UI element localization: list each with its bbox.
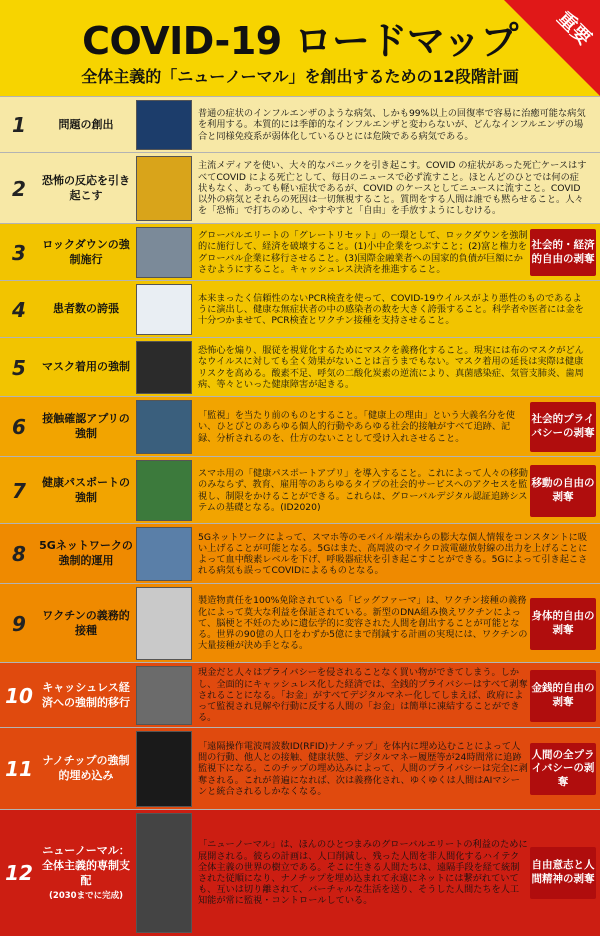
step-row	[0, 396, 600, 457]
step-description-text: 現金だと人々はプライバシーを侵されることなく買い物ができてしまう。しかし、全面的にキャッシュレス化した経済では、全銭的プライバシーはすべて剥奪されることになる。「お金」がすべてデジタルマネー化してしまえば、政府によって監視され見解や行動に反する人間の「お金」は簡単に凍結することができる。	[198, 667, 528, 724]
mask-image	[136, 341, 192, 394]
step-description-text: 本来まったく信頼性のないPCR検査を使って、COVID-19ウイルスがより悪性のものであるように演出し、健康な無症状者の中の感染者の数を大きく誇張すること。科学者や医者には金を十分つかませて、PCR検査とワクチン接種を支持させること。	[198, 292, 584, 327]
step-title-text: 健康パスポートの強制	[42, 475, 130, 504]
step-title-text: キャッシュレス経済への強制的移行	[42, 680, 130, 709]
step-description-text: 5Gネットワークによって、スマホ等のモバイル端末からの膨大な個人情報をコンスタントに吸い上げることが可能となる。5Gはまた、高周波のマイクロ波電磁放射線の出力を上げることによって血中酸素レベルを下げ、呼吸器症状を引き起こすことができる。5Gによって引き起こされる病気も誤ってCOVIDによるものとなる。	[198, 531, 588, 577]
step-number: 5	[12, 355, 26, 380]
step-title-text: 患者数の誇張	[53, 302, 119, 316]
eye-image	[136, 400, 192, 454]
step-title	[38, 97, 134, 153]
step-title-note: (2030までに完成)	[49, 890, 123, 901]
step-description	[198, 224, 528, 281]
vaccine-image	[136, 587, 192, 660]
xray-image	[136, 731, 192, 807]
step-row	[0, 337, 600, 397]
step-description-text: スマホ用の「健康パスポートアプリ」を導入すること。これによって人々の移動のみならず、教育、雇用等のあらゆるタイプの社会的サービスへのアクセスを監視し、制限をかけることができる。これらは、グローバルデジタル認証追跡システムの基礎となる。(ID2020)	[198, 468, 528, 513]
step-consequence-tag: 社会的プライバシーの剥奪	[530, 402, 596, 452]
step-title	[38, 728, 134, 810]
step-title	[38, 810, 134, 936]
step-title-text: マスク着用の強制	[42, 360, 130, 374]
step-title	[38, 584, 134, 663]
step-description	[198, 457, 528, 524]
step-description-text: 「監視」を当たり前のものとすること。「健康上の理由」という大義名分を使い、ひとびとのあらゆる個人的行動やあらゆる社会的接触がすべて追跡、記録、分析されるのを、仕方のないことして受け入れさせること。	[198, 410, 515, 444]
step-description-text: 製造物責任を100%免除されている「ビッグファーマ」は、ワクチン接種の義務化によって莫大な利益を保証されている。新型のDNA組み換えワクチンによって、脳梗と不妊のために遺伝学的に変容された人間を創出することが可能となる。世界の90億の人口をわずか5億にまで削減する計画の実現には、ワクチンの大量接種が決め手となる。	[198, 595, 528, 652]
step-description	[198, 338, 588, 397]
step-row	[0, 456, 600, 524]
step-title	[38, 524, 134, 584]
step-number: 3	[12, 240, 26, 265]
step-row	[0, 583, 600, 663]
step-title	[38, 338, 134, 397]
step-title	[38, 457, 134, 524]
step-title-text: 接触確認アプリの強制	[42, 412, 130, 440]
step-title	[38, 153, 134, 224]
step-row	[0, 280, 600, 338]
step-row	[0, 727, 600, 810]
step-consequence-tag: 移動の自由の剥奪	[530, 465, 596, 517]
tower-image	[136, 527, 192, 581]
step-description	[198, 584, 528, 663]
step-title-text: ナノチップの強制的埋め込み	[42, 754, 130, 782]
page-subtitle: 全体主義的「ニューノーマル」を創出するための12段階計画	[81, 67, 519, 86]
virus-image	[136, 100, 192, 150]
step-number: 7	[12, 478, 26, 503]
step-title-text: 問題の創出	[58, 117, 114, 131]
step-number: 9	[12, 611, 26, 636]
step-row	[0, 662, 600, 728]
face-image	[136, 813, 192, 933]
step-title-text: 5Gネットワークの強制的運用	[39, 539, 133, 567]
step-description	[198, 397, 528, 457]
step-description	[198, 153, 588, 224]
step-number: 6	[12, 415, 26, 439]
card-image	[136, 666, 192, 725]
step-description-text: 「ニューノーマル」は、ほんのひとつまみのグローバルエリートの利益のために展開される。彼らの計画は、人口削減し、残った人間を非人間化するハイテク全体主義の世界の樹立である。そこに生きる人間たちは、遠隔手段を経て統制された従順になり、ナノチップを埋め込まれて永遠にネットには繋がれていても、互いは切り離されて、バーチャルな生活を送り、そうした人間たちを人工知能が常に監視・コントロールしている。	[198, 839, 528, 907]
step-description-text: 普通の症状のインフルエンザのような病気、しかも99%以上の回復率で容易に治癒可能な病気を利用する。本質的には季節的なインフルエンザと変わらないが、どんなインフルエンザの場合と同様免疫系が弱体化しているひとには危険である病気である。	[198, 108, 586, 142]
scream-image	[136, 156, 192, 221]
important-badge-label: 重要	[552, 7, 596, 50]
step-title-text: 恐怖の反応を引き起こす	[42, 173, 130, 202]
step-title	[38, 224, 134, 281]
step-title	[38, 397, 134, 457]
step-description-text: 主流メディアを使い、大々的なパニックを引き起こす。COVID の症状があった死亡ケースはすべてCOVID による死亡として、毎日のニュースで必ず流すこと。ほとんどのひとでは何の症状もなく、あっても軽い症状であるが、COVID のケースとしてニュースに流すこと。COVID 以外の病気とそれらの死因は一切無視すること。質問をする人間は誰でも黙らせること。人々を「恐怖」で打ちのめし、やすやすと「自由」を手放すようにしむける。	[198, 160, 587, 217]
step-row	[0, 152, 600, 224]
step-description-text: 恐怖心を煽り、服従を視覚化するためにマスクを義務化すること。現実には布のマスクがどんなウイルスに対しても全く効果がないことは言うまでもない。マスク着用の延長は実際は健康リスクを高める。酸素不足、呼気の二酸化炭素の逆流により、真菌感染症、気管支肺炎、歯周病、等々といった健康障害が起きる。	[198, 345, 584, 390]
step-row	[0, 523, 600, 584]
step-title	[38, 281, 134, 338]
phone-image	[136, 460, 192, 521]
step-description	[198, 524, 588, 584]
step-title-text: ロックダウンの強制施行	[42, 237, 130, 266]
step-description	[198, 728, 528, 810]
step-description	[198, 281, 588, 338]
step-description-text: グローバルエリートの「グレートリセット」の一環として、ロックダウンを強制的に施行して、経済を破壊すること。(1)小中企業をつぶすこと；(2)富と権力をグローバル企業に移行させること。(3)国際金融業者への国家的負債が巨額にかさむようにすること。キャッシュレス決済を推進すること。	[198, 230, 528, 275]
step-consequence-tag: 人間の全プライバシーの剥奪	[530, 743, 596, 795]
step-description	[198, 663, 528, 728]
step-title-text: ワクチンの義務的接種	[42, 608, 130, 637]
step-number: 12	[5, 861, 33, 885]
step-number: 8	[12, 542, 26, 566]
lockdown-image	[136, 227, 192, 278]
step-title	[38, 663, 134, 728]
header	[0, 0, 600, 98]
step-consequence-tag: 身体的自由の剥奪	[530, 598, 596, 650]
step-consequence-tag: 自由意志と人間精神の剥奪	[530, 847, 596, 899]
step-row	[0, 96, 600, 153]
step-description	[198, 97, 588, 153]
step-title-text: ニューノーマル：全体主義的専制支配	[42, 844, 130, 887]
step-number: 1	[12, 113, 26, 137]
step-consequence-tag: 金銭的自由の剥奪	[530, 670, 596, 722]
step-number: 10	[5, 683, 33, 708]
page-title: COVID-19 ロードマップ	[82, 19, 518, 63]
step-description	[198, 810, 528, 936]
graph-image	[136, 284, 192, 335]
step-row	[0, 809, 600, 936]
step-number: 4	[12, 297, 26, 322]
step-consequence-tag: 社会的・経済的自由の剥奪	[530, 229, 596, 276]
step-row	[0, 223, 600, 281]
step-number: 11	[5, 757, 33, 781]
step-description-text: 「遠隔操作電波周波数ID(RFID)ナノチップ」を体内に埋め込むことによって人間の行動、他人との接触、健康状態、デジタルマネー履歴等が24時間常に追跡監視下になる。このチップの埋め込みによって、人間のプライバシーは完全に剥奪される。これが普遍になれば、次は義務化され、ゆくゆくは人間はAIマシーンと統合されるしかなくなる。	[198, 740, 528, 797]
step-number: 2	[12, 176, 26, 201]
